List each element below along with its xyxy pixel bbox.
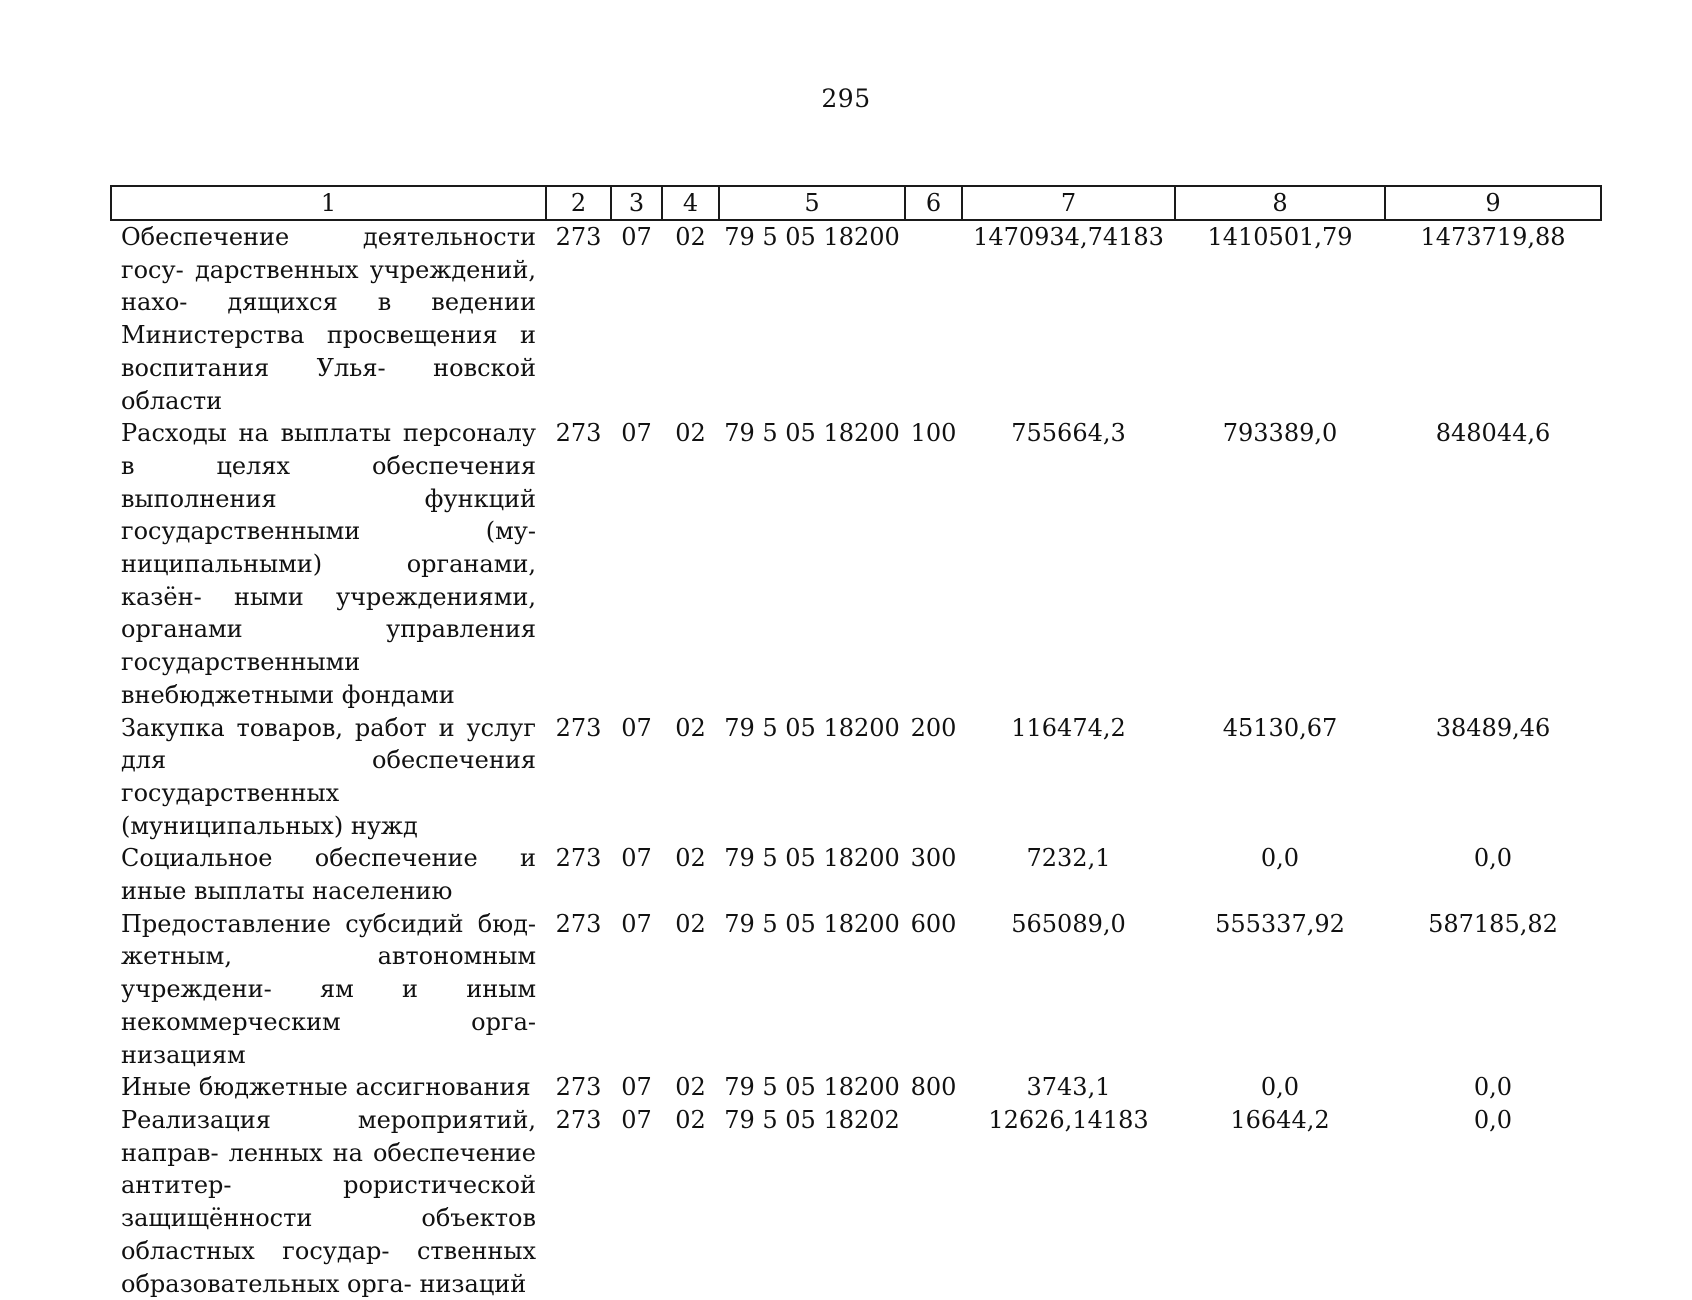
expense-type-cell: 300	[910, 844, 957, 873]
expense-type-cell	[905, 220, 962, 417]
amount-col8-cell: 16644,2	[1230, 1105, 1330, 1134]
row-name-cell	[111, 220, 546, 417]
subsection-cell: 02	[675, 1105, 706, 1134]
row-name-line: рористической защищённости	[121, 1171, 536, 1233]
section-cell: 07	[621, 1073, 652, 1102]
table-row	[111, 908, 1601, 1072]
row-name-line: объектов областных государ-	[121, 1204, 536, 1265]
subsection-cell: 02	[675, 909, 706, 938]
amount-col7-cell: 565089,0	[1011, 909, 1126, 938]
expense-type-cell: 200	[910, 713, 957, 742]
table-row	[111, 220, 1601, 417]
amount-col9-cell: 848044,6	[1435, 419, 1551, 448]
expense-type-cell: 100	[910, 419, 957, 448]
subsection-cell: 02	[675, 713, 706, 742]
amount-col9-cell: 1473719,88	[1420, 223, 1566, 251]
section-cell: 07	[621, 223, 652, 251]
row-name-line: новской области	[121, 353, 536, 415]
row-name-line: ям и иным некоммерческим орга-	[121, 975, 536, 1036]
column-header-1: 1	[111, 186, 546, 220]
ministry-code-cell: 273	[555, 844, 602, 873]
target-article-cell: 79 5 05 18200	[724, 844, 900, 873]
row-name-cell	[111, 712, 546, 843]
table-row	[111, 1071, 1601, 1104]
amount-col7-cell: 7232,1	[1026, 844, 1111, 873]
row-name-line: ными учреждениями, органами	[121, 582, 536, 644]
amount-col8-cell: 555337,92	[1215, 909, 1345, 938]
amount-col7-cell: 12626,14183	[988, 1105, 1149, 1134]
section-cell: 07	[621, 909, 652, 938]
row-name-line: дарственных учреждений, нахо-	[121, 255, 536, 317]
subsection-cell: 02	[675, 223, 706, 251]
subsection-cell: 02	[675, 1073, 706, 1102]
amount-col9-cell: 0,0	[1473, 844, 1513, 873]
amount-col9-cell: 0,0	[1473, 1073, 1513, 1102]
row-name-line: функций государственными (му-	[121, 484, 536, 546]
amount-col7-cell: 3743,1	[1026, 1073, 1111, 1102]
row-name-cell	[111, 1071, 546, 1104]
amount-col8-cell: 0,0	[1260, 844, 1300, 873]
row-name-line: просвещения и воспитания Улья-	[121, 321, 536, 382]
row-name-cell	[111, 1104, 546, 1300]
amount-col7-cell: 755664,3	[1011, 419, 1126, 448]
row-name-line: низаций	[419, 1269, 527, 1298]
ministry-code-cell: 273	[555, 909, 602, 938]
column-header-4: 4	[662, 186, 719, 220]
row-name-line: дящихся в ведении Министерства	[121, 288, 536, 350]
row-name-line: Реализация мероприятий, направ-	[121, 1105, 536, 1167]
column-header-7: 7	[962, 186, 1175, 220]
amount-col8-cell: 45130,67	[1222, 713, 1338, 742]
subsection-cell: 02	[675, 419, 706, 448]
row-name-line: ленных на обеспечение антитер-	[121, 1138, 536, 1200]
column-header-5: 5	[719, 186, 905, 220]
row-name-line: Обеспечение деятельности госу-	[121, 223, 536, 284]
expense-type-cell	[905, 1104, 962, 1300]
row-name-line: обеспечения государственных	[121, 746, 536, 807]
row-name-line: внебюджетными фондами	[121, 680, 455, 709]
row-name-line: низациям	[121, 1040, 246, 1069]
row-name-line: Закупка товаров, работ и услуг для	[121, 713, 536, 775]
target-article-cell: 79 5 05 18200	[724, 223, 900, 251]
ministry-code-cell: 273	[555, 419, 602, 448]
row-name-line: ственных образовательных орга-	[121, 1236, 536, 1298]
section-cell: 07	[621, 1105, 652, 1134]
amount-col7-cell: 1470934,74183	[973, 223, 1164, 251]
column-header-2: 2	[546, 186, 611, 220]
row-name-cell	[111, 842, 546, 907]
ministry-code-cell: 273	[555, 713, 602, 742]
ministry-code-cell: 273	[555, 223, 602, 251]
target-article-cell: 79 5 05 18200	[724, 419, 900, 448]
row-name-line: выплаты населению	[193, 877, 453, 906]
section-cell: 07	[621, 419, 652, 448]
budget-table	[110, 185, 1602, 1300]
row-name-line: Расходы на выплаты персоналу в	[121, 419, 536, 480]
row-name-line: Социальное обеспечение и иные	[121, 844, 536, 906]
row-name-line: жетным, автономным учреждени-	[121, 942, 536, 1004]
row-name-line: (муниципальных) нужд	[121, 811, 418, 840]
row-name-line: управления государственными	[121, 615, 536, 677]
row-name-line: Предоставление субсидий бюд-	[121, 909, 536, 938]
amount-col9-cell: 38489,46	[1435, 713, 1551, 742]
table-row	[111, 712, 1601, 843]
row-name-line: целях обеспечения выполнения	[121, 451, 536, 513]
expense-type-cell: 800	[910, 1073, 957, 1102]
row-name-cell	[111, 417, 546, 711]
target-article-cell: 79 5 05 18202	[724, 1105, 900, 1134]
column-header-8: 8	[1175, 186, 1385, 220]
row-name-cell	[111, 908, 546, 1072]
table-header-row	[111, 186, 1601, 220]
target-article-cell: 79 5 05 18200	[724, 909, 900, 938]
amount-col8-cell: 793389,0	[1222, 419, 1338, 448]
amount-col7-cell: 116474,2	[1011, 713, 1126, 742]
ministry-code-cell: 273	[555, 1105, 602, 1134]
expense-type-cell: 600	[910, 909, 957, 938]
target-article-cell: 79 5 05 18200	[724, 713, 900, 742]
section-cell: 07	[621, 713, 652, 742]
target-article-cell: 79 5 05 18200	[724, 1073, 900, 1102]
section-cell: 07	[621, 844, 652, 873]
subsection-cell: 02	[675, 844, 706, 873]
amount-col9-cell: 587185,82	[1428, 909, 1558, 938]
row-name-line: ниципальными) органами, казён-	[121, 550, 536, 611]
row-name-line: Иные бюджетные ассигнования	[121, 1073, 531, 1102]
ministry-code-cell: 273	[555, 1073, 602, 1102]
table-row	[111, 1104, 1601, 1300]
page-number: 295	[821, 84, 871, 113]
amount-col8-cell: 1410501,79	[1207, 223, 1353, 251]
amount-col9-cell: 0,0	[1473, 1105, 1513, 1134]
column-header-9: 9	[1385, 186, 1601, 220]
column-header-6: 6	[905, 186, 962, 220]
table-row	[111, 417, 1601, 711]
column-header-3: 3	[611, 186, 662, 220]
amount-col8-cell: 0,0	[1260, 1073, 1300, 1102]
table-row	[111, 842, 1601, 907]
